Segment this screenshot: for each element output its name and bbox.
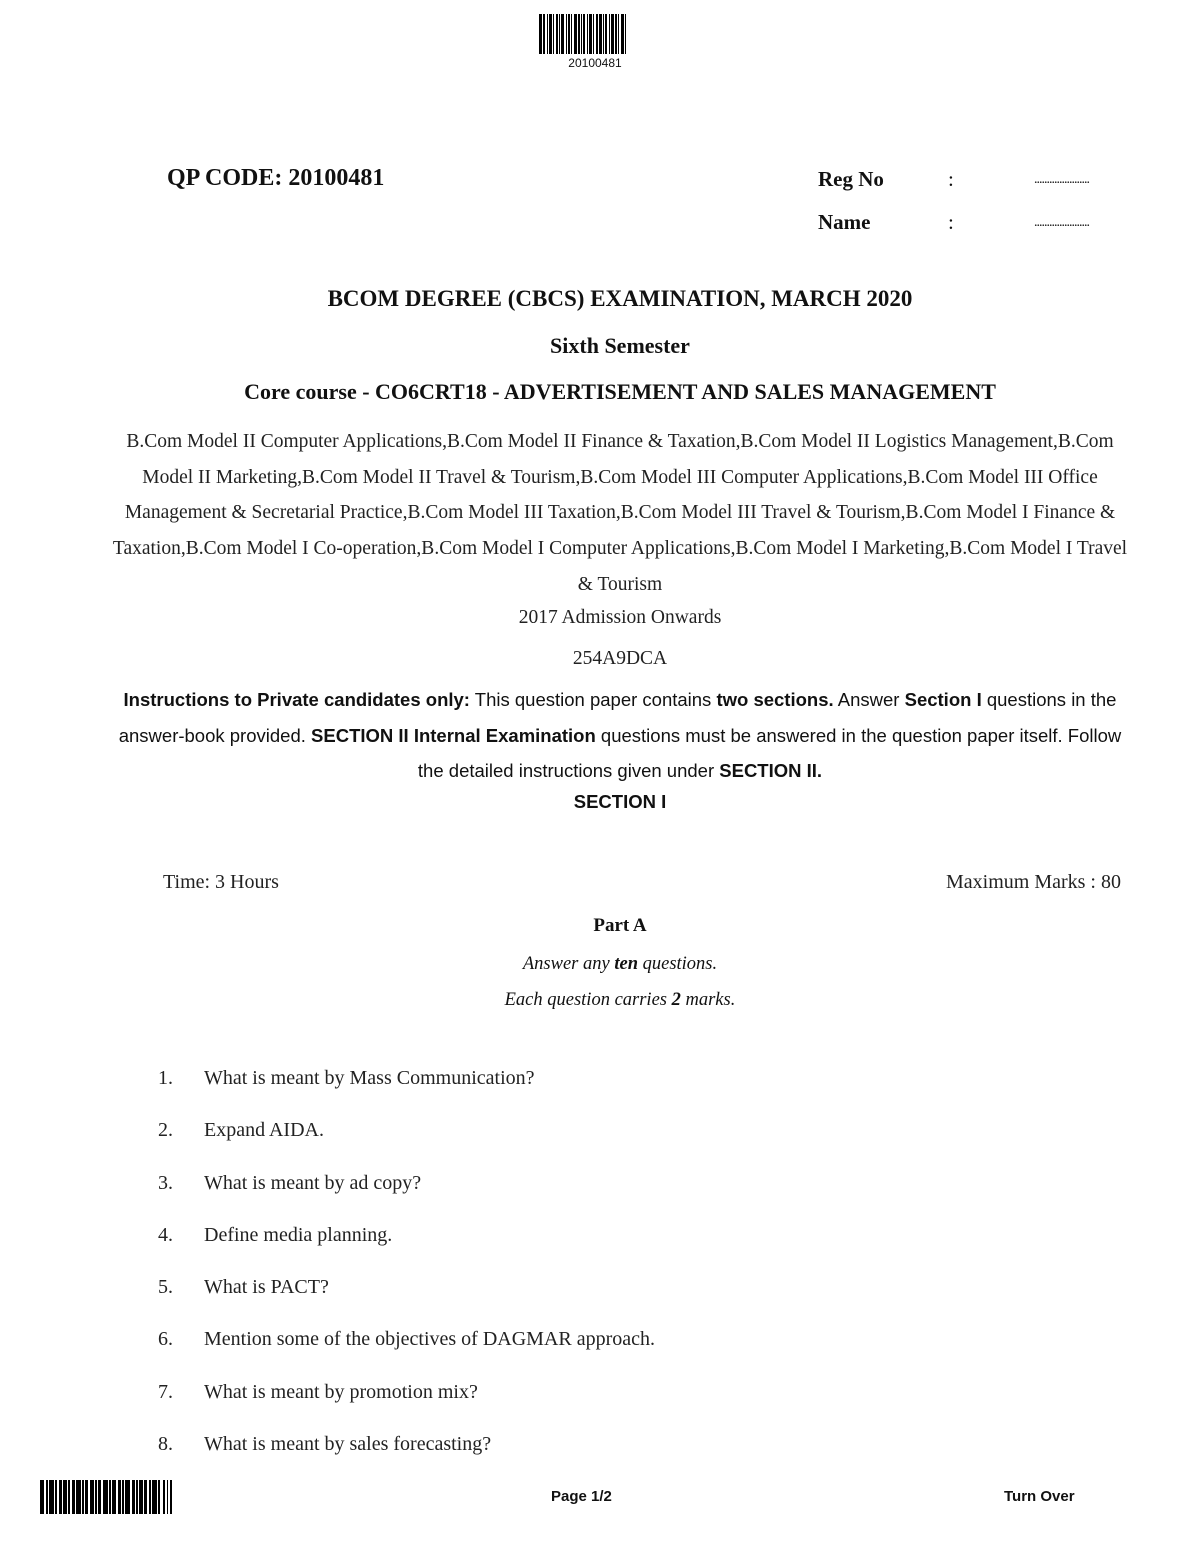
question-number: 6.: [158, 1328, 173, 1351]
exam-title: BCOM DEGREE (CBCS) EXAMINATION, MARCH 2020: [327, 286, 913, 311]
reg-no-colon: :: [948, 167, 954, 191]
question-number: 3.: [158, 1171, 173, 1194]
paper-code: 254A9DCA: [572, 648, 668, 669]
question-text: Define media planning.: [204, 1223, 393, 1246]
question-item: [158, 1328, 655, 1380]
instructions-bold-1: two sections.: [716, 689, 834, 710]
instructions-text-2: Answer: [833, 689, 905, 710]
page-number: Page 1/2: [551, 1488, 612, 1505]
question-number: 8.: [158, 1433, 173, 1456]
answer-bold: ten: [614, 954, 638, 974]
answer-pre: Answer any: [522, 954, 615, 974]
section-heading: SECTION I: [573, 791, 667, 812]
question-text: Expand AIDA.: [204, 1119, 324, 1142]
question-number: 2.: [158, 1119, 173, 1142]
instructions-text-3: questions in the answer-book provided.: [118, 689, 1117, 746]
barcode-number: 20100481: [568, 56, 622, 70]
instructions-lead: Instructions to Private candidates only:: [123, 689, 470, 710]
name-colon: :: [948, 210, 954, 234]
question-item: [158, 1119, 655, 1171]
part-a-marks-instruction: [0, 990, 1200, 1011]
instructions-text-1: This question paper contains: [469, 689, 717, 710]
name-label: Name: [818, 210, 871, 234]
reg-no-field: ......................: [1034, 172, 1089, 187]
question-text: What is meant by sales forecasting?: [204, 1433, 492, 1456]
question-text: Mention some of the objectives of DAGMAR approach.: [204, 1328, 656, 1351]
exam-time: Time: 3 Hours: [163, 871, 279, 893]
marks-post: marks.: [680, 990, 736, 1010]
question-item: [158, 1433, 655, 1485]
question-item: [158, 1276, 655, 1328]
programs-list: B.Com Model II Computer Applications,B.Com Model II Finance & Taxation,B.Com Model II Logistics Management,B.Com Model II Marketing,B.Com Model II Travel & Tourism,B.Com Model III Computer Applications,B.Com Model III Office Management & Secretarial Practice,B.Com Model III Taxation,B.Com Model III Travel & Tourism,B.Com Model I Finance & Taxation,B.Com Model I Co-operation,B.Com Model I Computer Applications,B.Com Model I Marketing,B.Com Model I Travel & Tourism: [112, 431, 1128, 595]
question-item: [158, 1224, 655, 1276]
question-text: What is meant by Mass Communication?: [204, 1067, 535, 1089]
semester: Sixth Semester: [550, 333, 690, 358]
answer-post: questions.: [637, 954, 718, 974]
instructions-bold-4: SECTION II.: [719, 760, 823, 781]
question-item: [158, 1172, 655, 1224]
qp-code: QP CODE: 20100481: [167, 165, 385, 191]
turn-over: Turn Over: [1004, 1488, 1075, 1505]
question-item: [158, 1381, 655, 1433]
part-a-answer-instruction: [0, 954, 1200, 975]
question-number: 1.: [158, 1067, 173, 1089]
marks-pre: Each question carries: [504, 990, 672, 1010]
question-text: What is PACT?: [204, 1276, 329, 1299]
question-item: [158, 1067, 655, 1119]
max-marks: Maximum Marks : 80: [946, 871, 1121, 893]
admission-year: 2017 Admission Onwards: [518, 607, 722, 628]
question-number: 5.: [158, 1276, 173, 1299]
instructions-text-4: questions must be answered in the question paper itself. Follow the detailed instructions given under: [417, 724, 1122, 781]
question-number: 7.: [158, 1380, 173, 1403]
question-text: What is meant by promotion mix?: [204, 1380, 478, 1403]
barcode-bottom-icon: [40, 1480, 236, 1514]
name-field: ......................: [1034, 215, 1089, 230]
question-list: [158, 1067, 655, 1485]
reg-no-label: Reg No: [818, 167, 884, 191]
instructions: [110, 682, 1130, 789]
marks-bold: 2: [671, 990, 681, 1010]
instructions-bold-2: Section I: [904, 689, 982, 710]
question-number: 4.: [158, 1223, 173, 1246]
question-text: What is meant by ad copy?: [204, 1171, 422, 1194]
part-a-heading: Part A: [593, 915, 647, 936]
instructions-bold-3: SECTION II Internal Examination: [311, 724, 596, 746]
course-title: Core course - CO6CRT18 - ADVERTISEMENT AND SALES MANAGEMENT: [244, 379, 996, 404]
barcode-top-icon: [539, 14, 651, 54]
